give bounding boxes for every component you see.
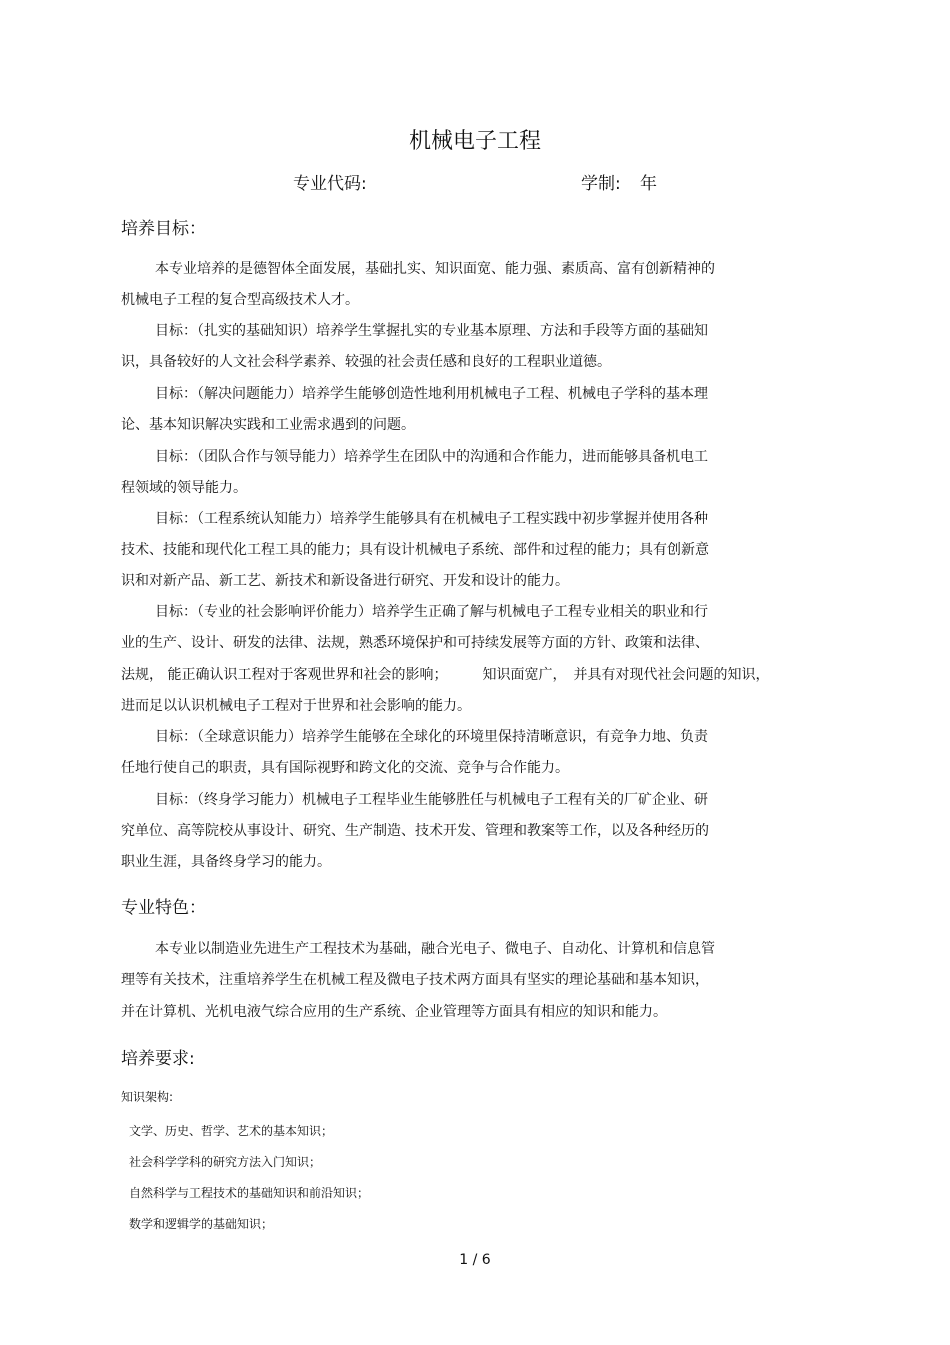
paragraph-line: 进而足以认识机械电子工程对于世界和社会影响的能力。 <box>121 698 471 714</box>
paragraph-line: 目标：（扎实的基础知识）培养学生掌握扎实的专业基本原理、方法和手段等方面的基础知 <box>155 323 708 339</box>
document-title: 机械电子工程 <box>408 129 541 154</box>
list-item: 社会科学学科的研究方法入门知识； <box>129 1155 322 1169</box>
paragraph-line: 职业生涯，具备终身学习的能力。 <box>121 854 331 870</box>
paragraph-line: 目标：（终身学习能力）机械电子工程毕业生能够胜任与机械电子工程有关的厂矿企业、研 <box>155 792 708 808</box>
paragraph-line: 本专业以制造业先进生产工程技术为基础，融合光电子、微电子、自动化、计算机和信息管 <box>155 941 715 957</box>
paragraph-line: 本专业培养的是德智体全面发展，基础扎实、知识面宽、能力强、素质高、富有创新精神的 <box>155 261 715 277</box>
duration-label: 学制: <box>581 174 621 194</box>
paragraph-line: 目标：（工程系统认知能力）培养学生能够具有在机械电子工程实践中初步掌握并使用各种 <box>155 511 708 527</box>
paragraph-line: 任地行使自己的职责，具有国际视野和跨文化的交流、竞争与合作能力。 <box>121 760 569 776</box>
paragraph-line: 目标：（专业的社会影响评价能力）培养学生正确了解与机械电子工程专业相关的职业和行 <box>155 604 708 620</box>
paragraph-line: 目标：（解决问题能力）培养学生能够创造性地利用机械电子工程、机械电子学科的基本理 <box>155 386 708 402</box>
paragraph-line: 识和对新产品、新工艺、新技术和新设备进行研究、开发和设计的能力。 <box>121 573 569 589</box>
goals-heading: 培养目标： <box>121 219 206 239</box>
paragraph-line: 机械电子工程的复合型高级技术人才。 <box>121 292 359 308</box>
paragraph-line: 程领域的领导能力。 <box>121 480 247 496</box>
page-number: 1 / 6 <box>459 1252 491 1268</box>
paragraph-line: 理等有关技术，注重培养学生在机械工程及微电子技术两方面具有坚实的理论基础和基本知识， <box>121 972 709 988</box>
paragraph-line: 究单位、高等院校从事设计、研究、生产制造、技术开发、管理和教案等工作，以及各种经历的 <box>121 823 709 839</box>
paragraph-line: 论、基本知识解决实践和工业需求遇到的问题。 <box>121 417 415 433</box>
paragraph-line: 目标：（全球意识能力）培养学生能够在全球化的环境里保持清晰意识，有竞争力地、负责 <box>155 729 708 745</box>
paragraph-line: 并在计算机、光机电液气综合应用的生产系统、企业管理等方面具有相应的知识和能力。 <box>121 1004 667 1020</box>
list-item: 自然科学与工程技术的基础知识和前沿知识； <box>129 1186 370 1200</box>
knowledge-label: 知识架构: <box>121 1090 174 1104</box>
requirements-heading: 培养要求: <box>121 1049 195 1069</box>
paragraph-line: 目标：（团队合作与领导能力）培养学生在团队中的沟通和合作能力，进而能够具备机电工 <box>155 449 708 465</box>
list-item: 数学和逻辑学的基础知识； <box>129 1217 274 1231</box>
paragraph-line: 业的生产、设计、研发的法律、法规，熟悉环境保护和可持续发展等方面的方针、政策和法律、 <box>121 635 709 651</box>
duration-unit: 年 <box>640 174 657 194</box>
paragraph-line: 技术、技能和现代化工程工具的能力；具有设计机械电子系统、部件和过程的能力；具有创新意 <box>121 542 709 558</box>
list-item: 文学、历史、哲学、艺术的基本知识； <box>129 1124 334 1138</box>
paragraph-line: 法规， 能正确认识工程对于客观世界和社会的影响； 知识面宽广， 并具有对现代社会问题的知识， <box>121 667 770 683</box>
paragraph-line: 识，具备较好的人文社会科学素养、较强的社会责任感和良好的工程职业道德。 <box>121 354 611 370</box>
features-heading: 专业特色： <box>121 898 206 918</box>
major-code-label: 专业代码: <box>293 174 367 194</box>
